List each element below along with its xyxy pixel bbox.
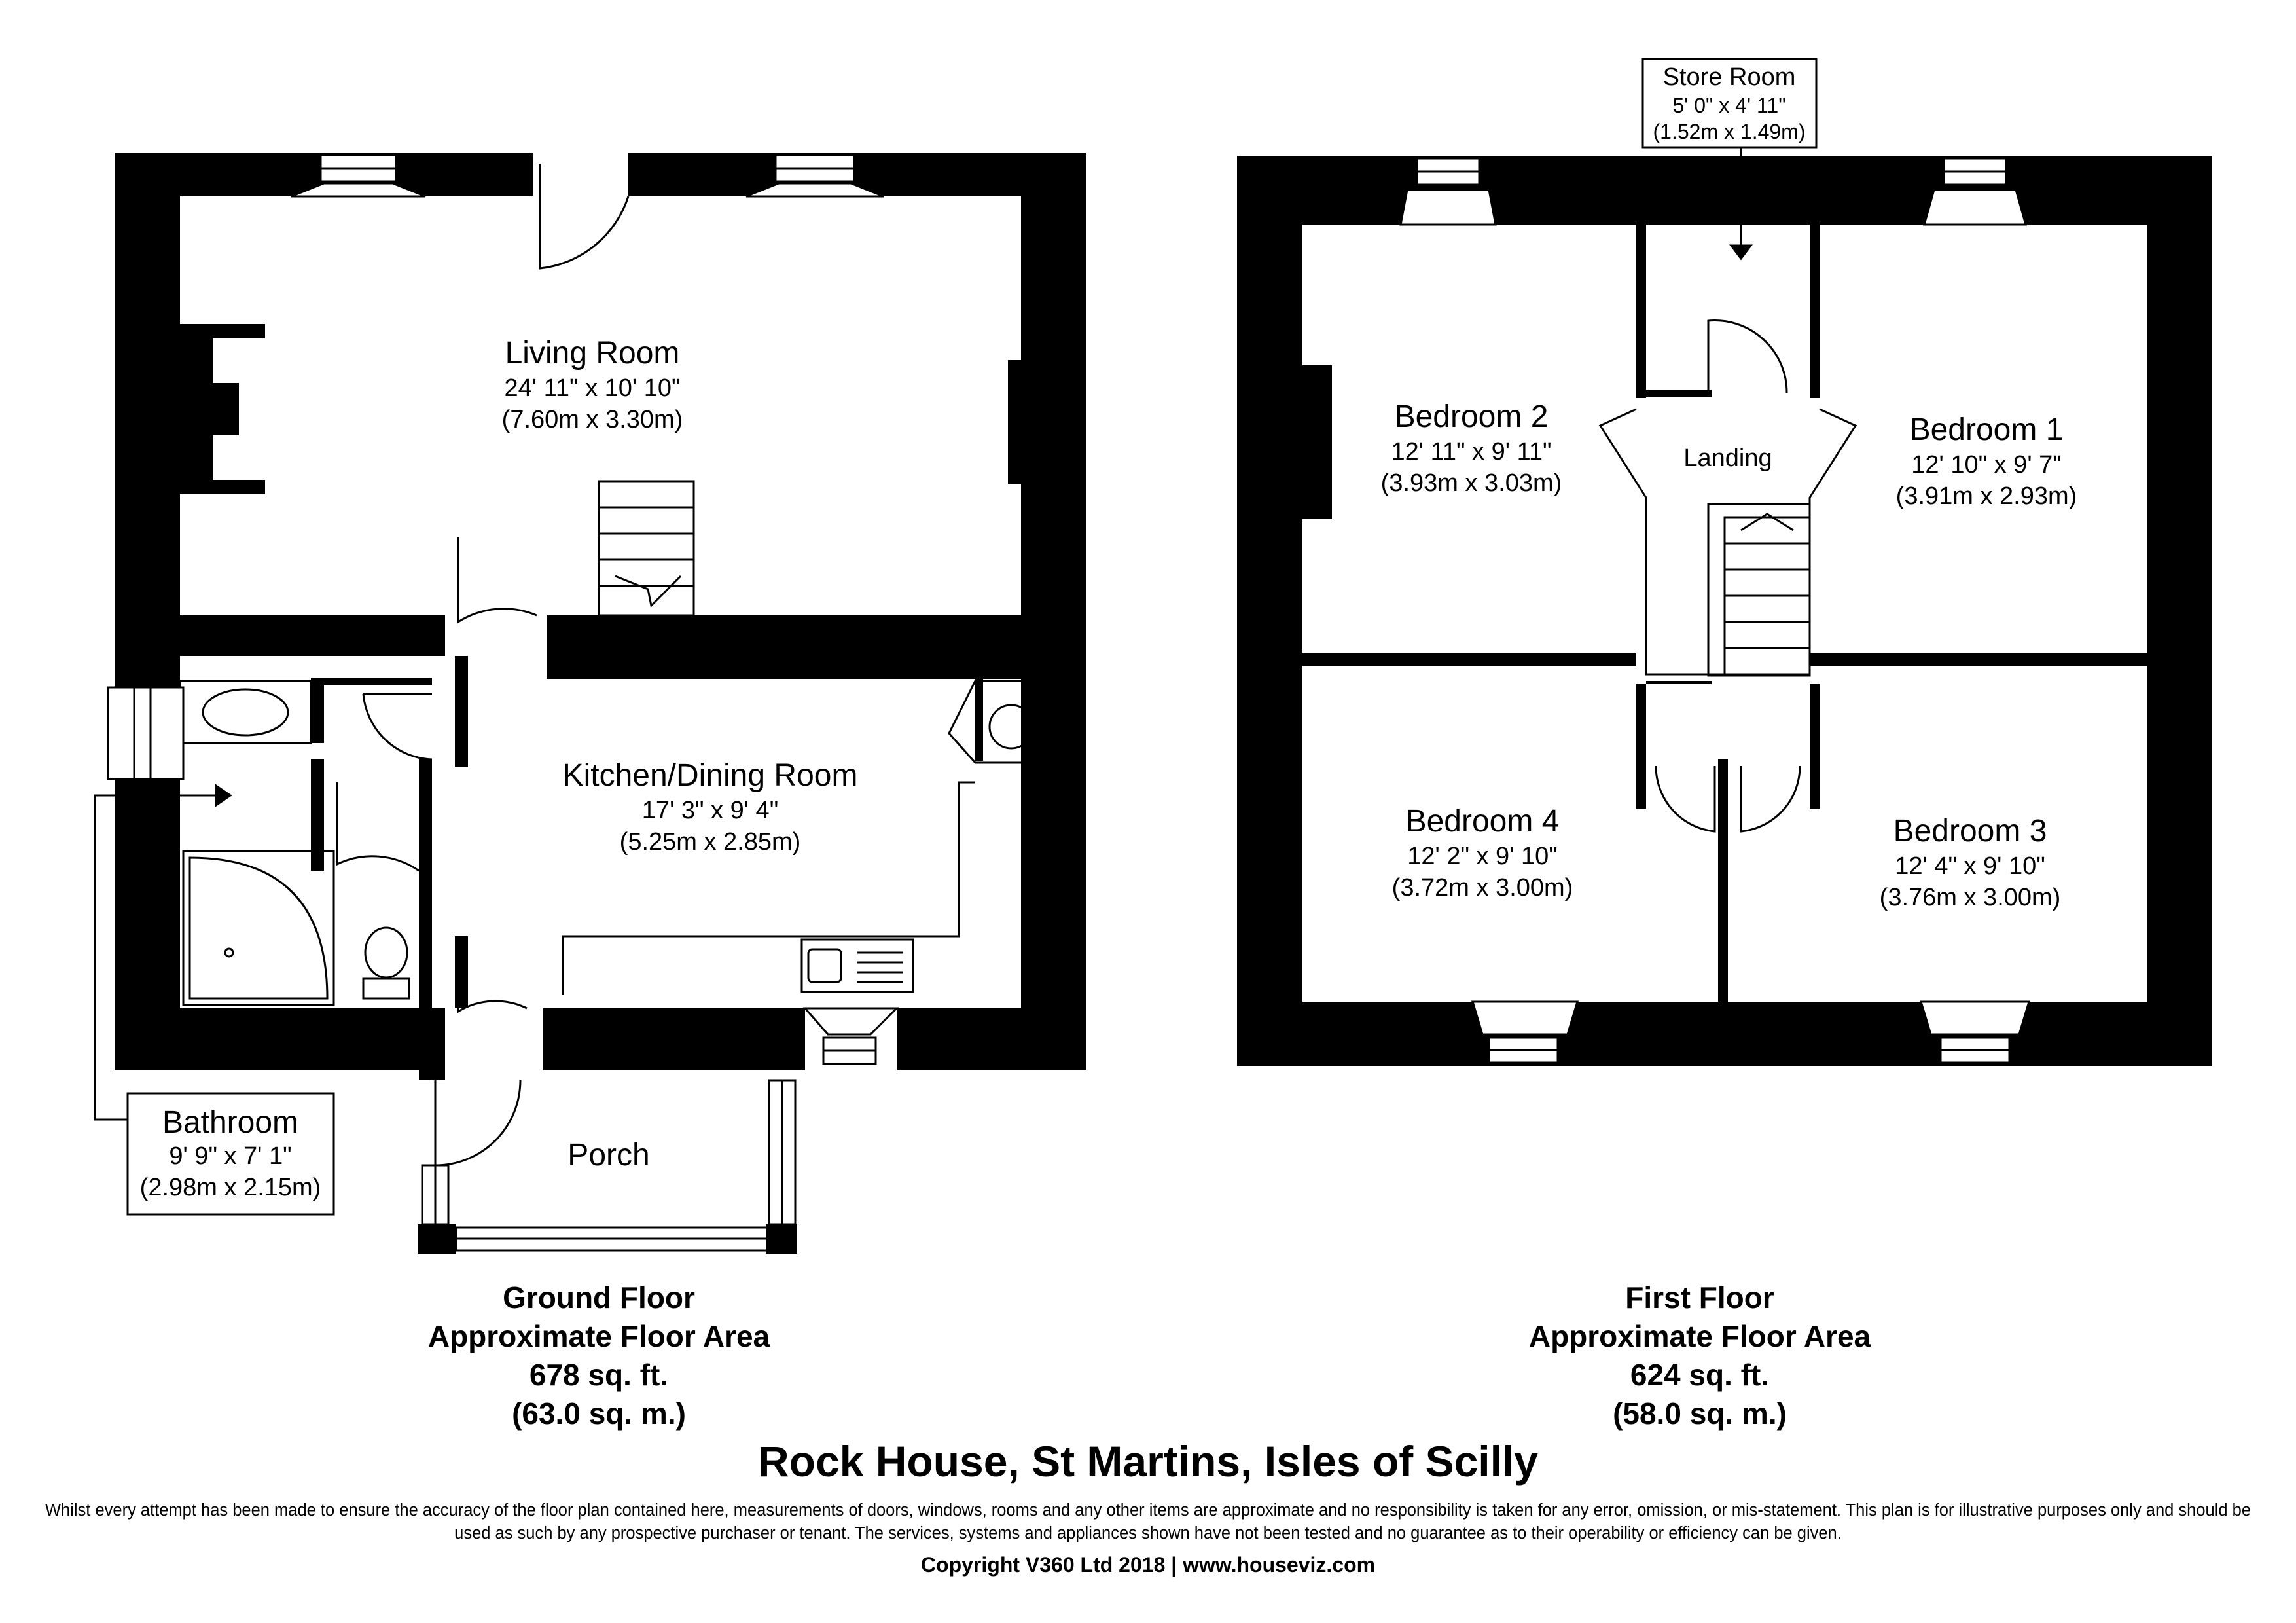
bathroom-metric: (2.98m x 2.15m) [139,1174,321,1201]
bath-icon [183,851,334,1005]
living-room-imperial: 24' 11" x 10' 10" [504,374,681,402]
first-floor-plan [1237,59,2212,1066]
bedroom4-imperial: 12' 2" x 9' 10" [1407,843,1558,870]
first-floor-caption-title: First Floor [1625,1281,1774,1315]
ground-floor-walls [115,153,1086,1254]
ground-floor-caption-area-label: Approximate Floor Area [427,1319,770,1353]
bedroom1-imperial: 12' 10" x 9' 7" [1911,451,2062,479]
ground-floor-caption-sqft: 678 sq. ft. [529,1358,669,1392]
washbasin-icon [180,681,311,743]
first-floor-caption-sqft: 624 sq. ft. [1630,1358,1770,1392]
kitchen-name: Kitchen/Dining Room [562,758,858,793]
bedroom3-name: Bedroom 3 [1893,814,2047,848]
disclaimer-text: Whilst every attempt has been made to ensure the accuracy of the floor plan contained here, measurements of doors, windows, rooms and any other items are approximate and no responsibility is taken for any error, omission, or mis-statement. This plan is for illustrative purposes only and should be used as such by any prospective purchaser or tenant. The services, systems and appliances shown have not been tested and no guarantee as to their operability or efficiency can be given. [45,1501,2251,1542]
bedroom3-imperial: 12' 4" x 9' 10" [1895,852,2045,880]
kitchen-metric: (5.25m x 2.85m) [619,828,801,856]
first-floor-caption-sqm: (58.0 sq. m.) [1613,1396,1787,1431]
bathroom-name: Bathroom [162,1105,299,1140]
bedroom1-name: Bedroom 1 [1909,412,2064,447]
property-title: Rock House, St Martins, Isles of Scilly [757,1437,1539,1486]
bedroom1-metric: (3.91m x 2.93m) [1895,483,2077,510]
bedroom3-metric: (3.76m x 3.00m) [1879,884,2061,911]
first-floor-staircase-icon [1708,504,1810,676]
store-room-metric: (1.52m x 1.49m) [1653,120,1806,143]
staircase-icon [599,481,694,615]
ground-floor-windows [108,155,897,1250]
sink-icon [802,939,913,992]
store-room-imperial: 5' 0" x 4' 11" [1672,94,1786,117]
first-floor-caption-area-label: Approximate Floor Area [1528,1319,1871,1353]
bedroom2-imperial: 12' 11" x 9' 11" [1391,438,1552,465]
porch-name: Porch [567,1138,650,1173]
ground-floor-plan [95,153,1086,1254]
bathroom-imperial: 9' 9" x 7' 1" [169,1142,292,1170]
bedroom4-metric: (3.72m x 3.00m) [1391,874,1573,902]
copyright-text: Copyright V360 Ltd 2018 | www.houseviz.com [920,1553,1376,1577]
toilet-icon [363,928,409,998]
landing-name: Landing [1683,445,1772,472]
kitchen-imperial: 17' 3" x 9' 4" [641,797,779,824]
store-room-name: Store Room [1662,64,1796,91]
ground-floor-caption-sqm: (63.0 sq. m.) [512,1396,686,1431]
living-room-name: Living Room [505,336,680,371]
first-floor-windows [1401,158,2029,1063]
ground-floor-caption-title: Ground Floor [503,1281,695,1315]
living-room-metric: (7.60m x 3.30m) [501,406,683,433]
bedroom2-name: Bedroom 2 [1394,399,1549,434]
bedroom2-metric: (3.93m x 3.03m) [1380,469,1562,497]
bedroom4-name: Bedroom 4 [1405,804,1560,839]
